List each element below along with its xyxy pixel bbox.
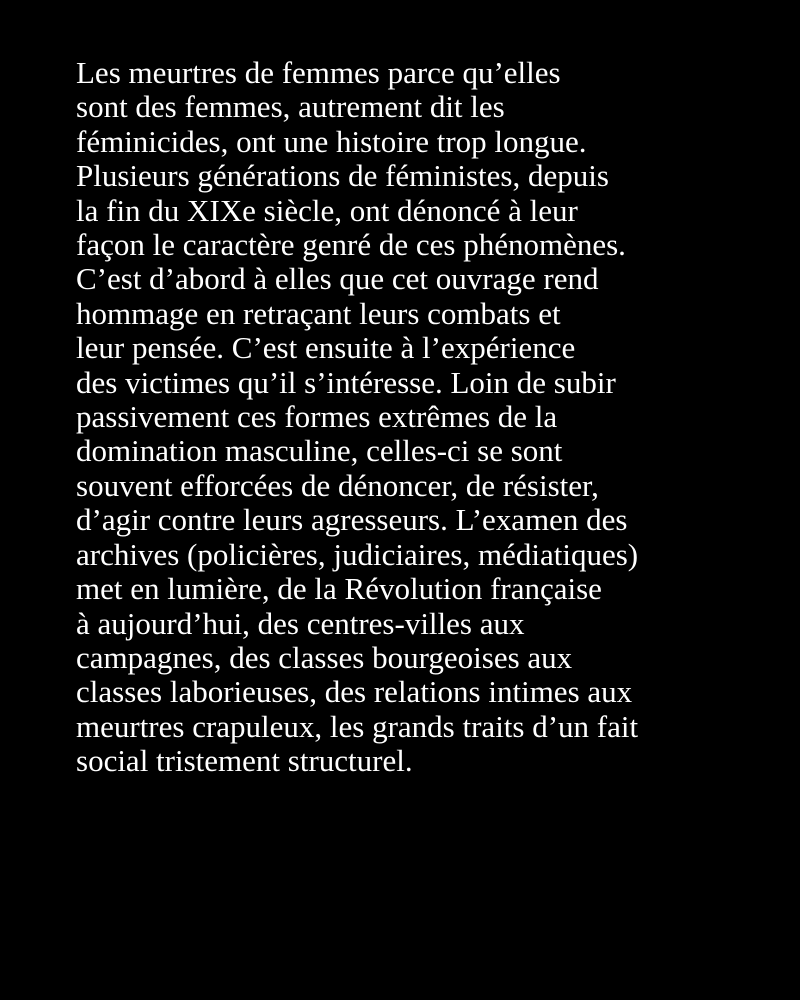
text-line-9: leur pensée. C’est ensuite à l’expérience [76, 330, 576, 366]
text-line-2: sont des femmes, autrement dit les [76, 89, 505, 125]
text-line-13: souvent efforcées de dénoncer, de résister, [76, 467, 599, 503]
text-line-1: Les meurtres de femmes parce qu’elles [76, 55, 561, 90]
text-line-15: archives (policières, judiciaires, médiatiques) [76, 536, 639, 572]
text-line-6: façon le caractère genré de ces phénomènes. [76, 227, 626, 263]
body-text-block [76, 56, 776, 779]
text-line-17: à aujourd’hui, des centres-villes aux [76, 605, 525, 641]
text-line-21: social tristement structurel. [76, 743, 413, 779]
text-line-11: passivement ces formes extrêmes de la [76, 399, 558, 435]
text-line-10: des victimes qu’il s’intéresse. Loin de subir [76, 364, 616, 400]
text-line-3: féminicides, ont une histoire trop longue. [76, 123, 587, 159]
text-line-14: d’agir contre leurs agresseurs. L’examen des [76, 502, 628, 538]
text-line-19: classes laborieuses, des relations intimes aux [76, 674, 633, 710]
text-line-20: meurtres crapuleux, les grands traits d’un fait [76, 708, 639, 744]
text-line-7: C’est d’abord à elles que cet ouvrage rend [76, 261, 599, 297]
text-line-8: hommage en retraçant leurs combats et [76, 295, 561, 331]
text-line-12: domination masculine, celles-ci se sont [76, 433, 563, 469]
text-line-5: la fin du XIXe siècle, ont dénoncé à leur [76, 192, 578, 228]
text-line-18: campagnes, des classes bourgeoises aux [76, 639, 573, 675]
text-line-16: met en lumière, de la Révolution française [76, 571, 602, 607]
text-line-4: Plusieurs générations de féministes, depuis [76, 158, 609, 194]
